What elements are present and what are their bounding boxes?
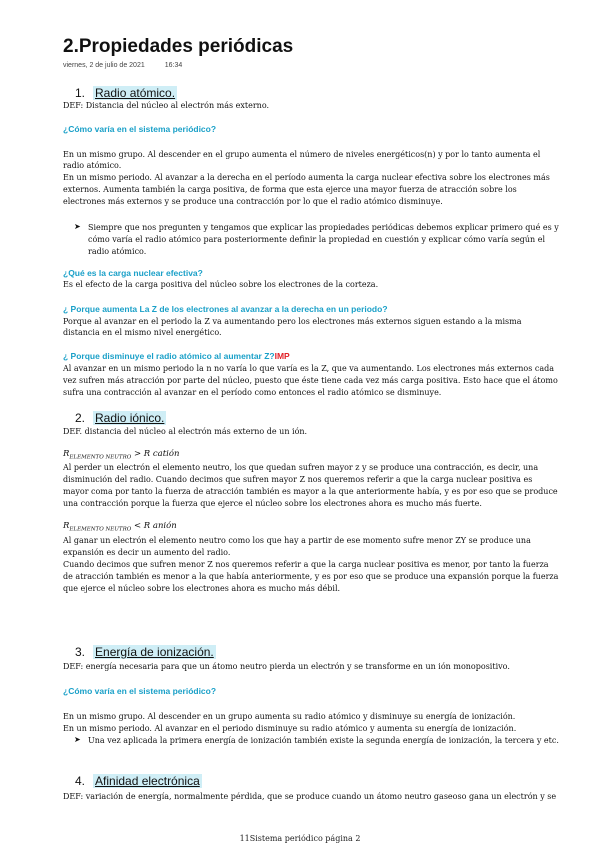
answer-line: sufra una contracción al avanzar en el período como entonces el radio atómico se disminuye. [63,388,442,397]
answer: Es el efecto de la carga positiva del núcleo sobre los electrones de la corteza. [63,280,379,289]
imp-tag: IMP [274,351,290,361]
section-label: Afinidad electrónica [95,774,200,788]
formula-anion: $R_{ELEMENTO NEUTRO} < R$ anión [63,521,177,533]
section-label: Energía de ionización. [95,645,214,659]
section-number: 4. [75,774,86,788]
paragraph-line: disminución del radio. Cuando decimos que sufren mayor Z nos queremos referir a que la carga nuclear positiva es [63,475,533,484]
question: ¿Qué es la carga nuclear efectiva? [63,268,203,278]
paragraph-line: En un mismo grupo. Al descender en un grupo aumenta su radio atómico y disminuye su energía de ionización. [63,712,516,721]
question: ¿Cómo varía en el sistema periódico? [63,686,217,696]
paragraph-line: Al ganar un electrón el elemento neutro como los que hay a partir de ese momento sufre menor ZY se produce una [63,536,531,545]
time: 16:34 [164,62,183,69]
paragraph-line: una contracción porque la fuerza que ejerce el núcleo sobre los electrones ahora es mucho más fuerte. [63,499,482,508]
section-number: 3. [75,645,86,659]
bullet-line: radio atómico. [88,247,147,256]
paragraph-line: En un mismo periodo. Al avanzar en el periodo disminuye su radio atómico y aumenta su energía de ionización. [63,724,517,733]
section-label: Radio iónico. [95,411,165,425]
paragraph-line: En un mismo periodo. Al avanzar a la derecha en el período aumenta la carga nuclear efectiva sobre los electrones más [63,173,550,182]
bullet-line: Siempre que nos pregunten y tengamos que explicar las propiedades periódicas debemos explicar primero qué es y [88,223,559,232]
definition: DEF: Distancia del núcleo al electrón más externo. [63,101,270,110]
bullet-line: cómo varía el radio atómico para posteriormente definir la propiedad en cuestión y explicar cómo varía según el [88,235,546,244]
paragraph-line: Cuando decimos que sufren menor Z nos queremos referir a que la carga nuclear positiva es menor, por tanto la fuerza [63,560,549,569]
section-heading-radio-ionico [75,411,166,425]
arrow-bullet-icon: ➤ [74,222,81,231]
answer-line: distancia en el mismo nivel energético. [63,328,222,337]
paragraph-line: En un mismo grupo. Al descender en el grupo aumenta el número de niveles energéticos(n) y por lo tanto aumenta el [63,150,541,159]
page-footer: 11Sistema periódico página 2 [239,834,361,843]
question: ¿Cómo varía en el sistema periódico? [63,124,217,134]
date: viernes, 2 de julio de 2021 [63,62,145,69]
answer-line: Al avanzar en un mismo periodo la n no varía lo que varía es la Z, que va aumentando. Los electrones más externos cada [63,364,554,373]
paragraph-line: mayor coma por tanto la fuerza de atracción también es mayor a la que anteriormente había, y es por eso que se produce [63,487,558,496]
section-label: Radio atómico. [95,86,176,100]
bullet-line: Una vez aplicada la primera energía de ionización también existe la segunda energía de ionización, la tercera y etc. [88,736,559,745]
paragraph-line: externos. Aumenta también la carga positiva, de forma que esta ejerce una mayor fuerza de atracción sobre los [63,185,517,194]
paragraph-line: radio atómico. [63,161,122,170]
paragraph-line: electrones más externos y se produce una contracción por lo que el radio atómico disminuye. [63,197,443,206]
paragraph-line: expansión es decir un aumento del radio. [63,548,231,557]
section-heading-energia-ionizacion [75,645,216,659]
answer-line: vez sufren más atracción por parte del núcleo, puesto que éste tiene cada vez más carga positiva. Esto hace que el átomo [63,376,558,385]
question: ¿ Porque disminuye el radio atómico al aumentar Z?IMP [63,351,290,361]
date-line [63,62,182,69]
section-number: 1. [75,86,86,100]
definition: DEF. distancia del núcleo al electrón más externo de un ión. [63,427,308,436]
page-title: 2.Propiedades periódicas [63,36,294,57]
answer-line: Porque al avanzar en el periodo la Z va aumentando pero los electrones más externos siguen estando a la misma [63,317,522,326]
paragraph-line: Al perder un electrón el elemento neutro, los que quedan sufren mayor z y se produce una contracción, es decir, una [63,463,539,472]
formula-cation: $R_{ELEMENTO NEUTRO} > R$ catión [63,449,180,461]
paragraph-line: de atracción también es menor a la que había anteriormente, y es por eso que se produce una expansión porque la fuerza [63,572,559,581]
question: ¿ Porque aumenta La Z de los electrones al avanzar a la derecha en un periodo? [63,304,388,314]
section-number: 2. [75,411,86,425]
section-heading-radio-atomico [75,86,177,100]
arrow-bullet-icon: ➤ [74,735,81,744]
section-heading-afinidad [75,774,202,788]
definition: DEF: variación de energía, normalmente pérdida, que se produce cuando un átomo neutro gaseoso gana un electrón y se [63,792,557,801]
paragraph-line: que ejerce el núcleo sobre los electrones ahora es mucho más débil. [63,584,341,593]
definition: DEF: energía necesaria para que un átomo neutro pierda un electrón y se transforme en un ión monopositivo. [63,662,510,671]
